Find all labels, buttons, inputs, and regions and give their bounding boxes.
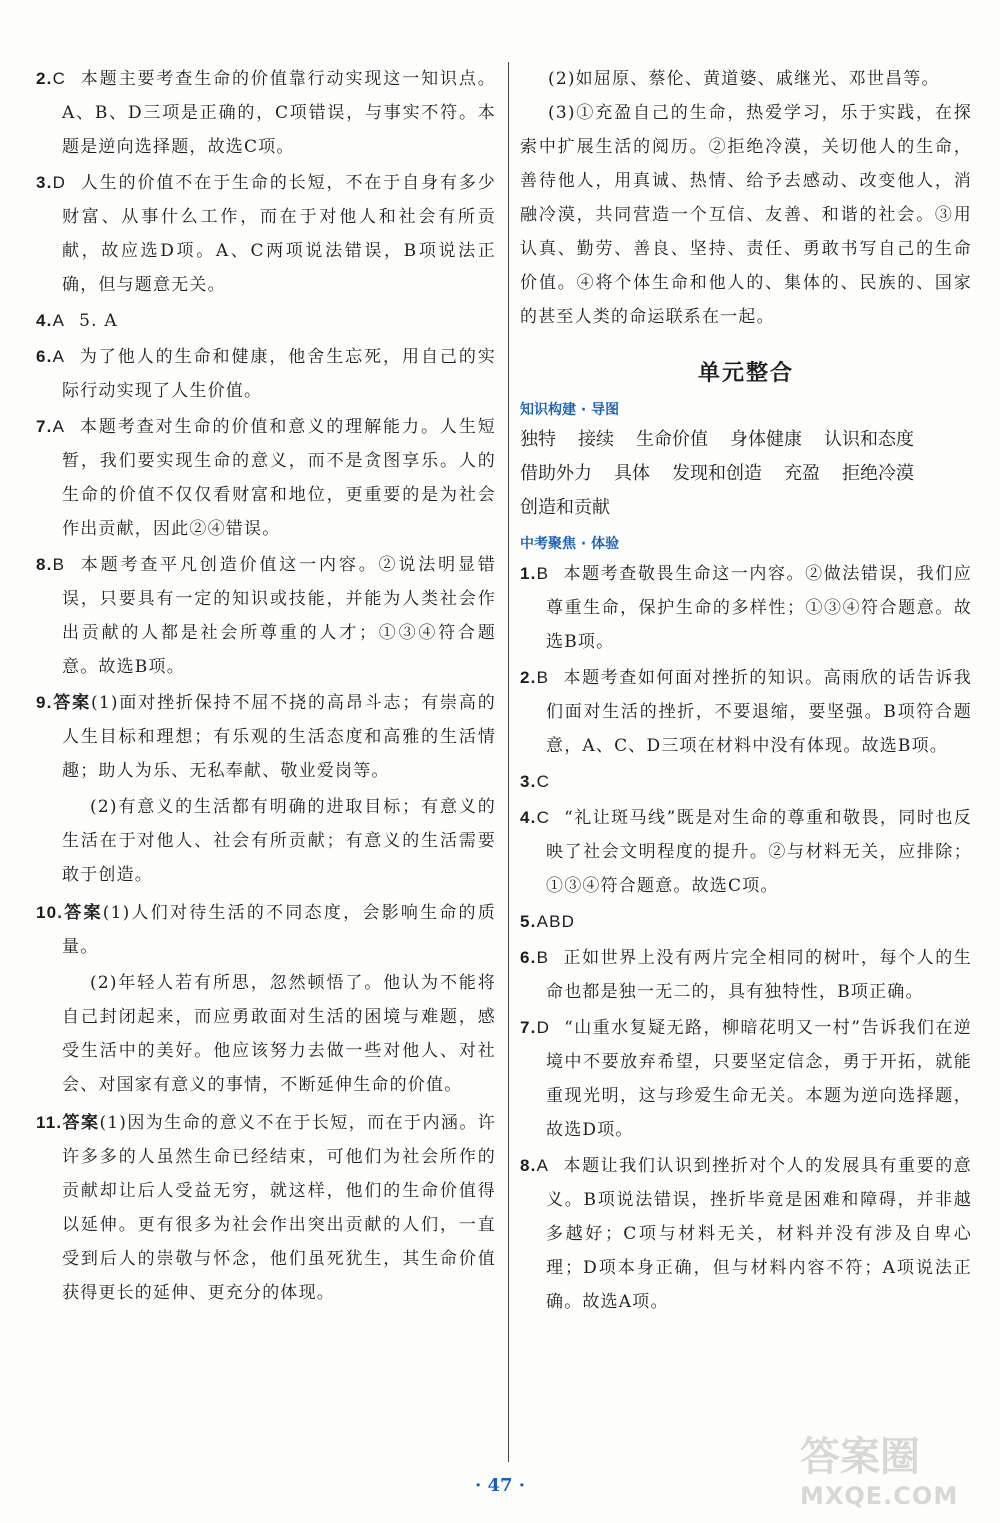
watermark-url: MXQE.COM <box>800 1482 959 1510</box>
term: 身体健康 <box>730 429 802 450</box>
answer-item-7: 7.A 本题考查对生命的价值和意义的理解能力。人生短暂，我们要实现生命的意义，而不是贪图享乐。人的生命的价值不仅仅看财富和地位，更重要的是为社会作出贡献，因此②④错误。 <box>36 417 496 539</box>
answer-item-2: 2.C 本题主要考查生命的价值靠行动实现这一知识点。A、B、D三项是正确的，C项错误，与事实不符。本题是逆向选择题，故选C项。 <box>36 69 496 157</box>
exam-item-8: 8.A 本题让我们认识到挫折对个人的发展具有重要的意义。B项说法错误，挫折毕竟是困难和障碍，并非越多越好；C项与材料无关，材料并没有涉及自卑心理；D项本身正确，但与材料内容不符；A项说法正确。故选A项。 <box>520 1156 972 1312</box>
answer-9-part-2: (2)有意义的生活都有明确的进取目标；有意义的生活在于对他人、社会有所贡献；有意义的生活需要敢于创造。 <box>62 797 496 885</box>
exam-item-7: 7.D “山重水复疑无路，柳暗花明又一村”告诉我们在逆境中不要放弃希望，只要坚定信念，勇于开拓，就能重现光明，这与珍爱生命无关。本题为逆向选择题，故选D项。 <box>520 1018 972 1140</box>
section-title: 单元整合 <box>697 361 794 386</box>
column-divider <box>508 62 509 1462</box>
watermark-logo <box>800 1425 990 1515</box>
term: 生命价值 <box>636 429 708 450</box>
answer-11-part-2: (2)如屈原、蔡伦、黄道婆、戚继光、邓世昌等。 <box>548 69 940 89</box>
exam-item-3: 3.C <box>520 772 551 791</box>
page-number: · 47 · <box>474 1475 526 1496</box>
subsection-exam-focus: 中考聚焦 · 体验 <box>520 536 620 552</box>
right-column <box>520 62 972 1321</box>
term: 发现和创造 <box>672 463 762 484</box>
answer-item-3: 3.D 人生的价值不在于生命的长短，不在于自身有多少财富、从事什么工作，而在于对他人和社会有所贡献，故应选D项。A、C两项说法错误，B项说法正确，但与题意无关。 <box>36 173 496 295</box>
term: 借助外力 <box>520 463 592 484</box>
exam-item-6: 6.B 正如世界上没有两片完全相同的树叶，每个人的生命也都是独一无二的，具有独特性，B项正确。 <box>520 948 972 1002</box>
term-list <box>520 423 972 525</box>
term: 充盈 <box>784 463 820 484</box>
exam-item-4: 4.C “礼让斑马线”既是对生命的尊重和敬畏，同时也反映了社会文明程度的提升。②与材料无关，应排除；①③④符合题意。故选C项。 <box>520 808 972 896</box>
term: 独特 <box>520 429 556 450</box>
subsection-knowledge-map: 知识构建 · 导图 <box>520 402 620 418</box>
answer-item-6: 6.A 为了他人的生命和健康，他舍生忘死，用自己的实际行动实现了人生价值。 <box>36 347 496 401</box>
left-column <box>36 62 496 1312</box>
answer-item-8: 8.B 本题考查平凡创造价值这一内容。②说法明显错误，只要具有一定的知识或技能，并能为人类社会作出贡献的人都是社会所尊重的人才；①③④符合题意。故选B项。 <box>36 555 496 677</box>
answer-10-part-2: (2)年轻人若有所思，忽然顿悟了。他认为不能将自己封闭起来，而应勇敢面对生活的困境与难题，感受生活中的美好。他应该努力去做一些对他人、对社会、对国家有意义的事情，不断延伸生命的价值。 <box>62 973 496 1095</box>
exam-item-2: 2.B 本题考查如何面对挫折的知识。高雨欣的话告诉我们面对生活的挫折，不要退缩，要坚强。B项符合题意，A、C、D三项在材料中没有体现。故选B项。 <box>520 668 972 756</box>
term: 拒绝冷漠 <box>842 463 914 484</box>
term: 认识和态度 <box>824 429 914 450</box>
answer-item-4-5: 4.A 5. A <box>36 311 118 331</box>
term: 创造和贡献 <box>520 497 610 518</box>
answer-item-10: 10.答案(1)人们对待生活的不同态度，会影响生命的质量。 <box>36 903 497 957</box>
answer-11-part-3: (3)①充盈自己的生命，热爱学习，乐于实践，在探索中扩展生活的阅历。②拒绝冷漠，关切他人的生命，善待他人，用真诚、热情、给予去感动、改变他人，消融冷漠，共同营造一个互信、友善、和谐的社会。③用认真、勤劳、善良、坚持、责任、勇敢书写自己的生命价值。④将个体生命和他人的、集体的、民族的、国家的甚至人类的命运联系在一起。 <box>520 103 972 327</box>
term: 接续 <box>578 429 614 450</box>
watermark-text: 答案圈 <box>800 1434 920 1480</box>
term: 具体 <box>614 463 650 484</box>
exam-item-5: 5.ABD <box>520 912 576 931</box>
answer-item-11: 11.答案(1)因为生命的意义不在于长短，而在于内涵。许许多多的人虽然生命已经结束，可他们为社会所作的贡献却让后人受益无穷，就这样，他们的生命价值得以延伸。更有很多为社会作出突出贡献的人们，一直受到后人的崇敬与怀念，他们虽死犹生，其生命价值获得更长的延伸、更充分的体现。 <box>36 1113 496 1303</box>
answer-item-9: 9.答案(1)面对挫折保持不屈不挠的高昂斗志；有崇高的人生目标和理想；有乐观的生活态度和高雅的生活情趣；助人为乐、无私奉献、敬业爱岗等。 <box>36 693 496 781</box>
exam-item-1: 1.B 本题考查敬畏生命这一内容。②做法错误，我们应尊重生命，保护生命的多样性；①③④符合题意。故选B项。 <box>520 564 972 652</box>
